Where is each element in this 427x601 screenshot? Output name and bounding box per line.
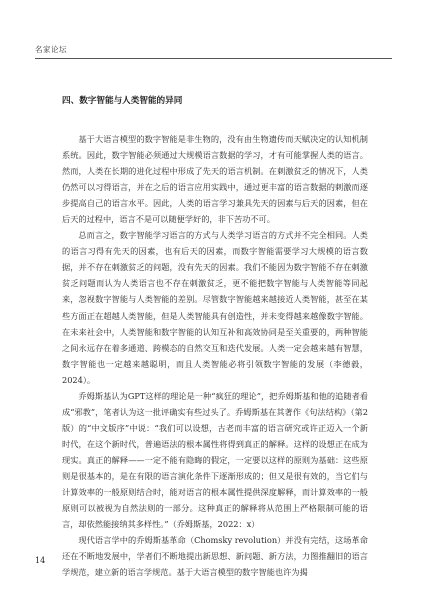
header-divider	[35, 58, 392, 59]
article-body	[62, 131, 368, 580]
running-header: 名家论坛	[35, 45, 67, 54]
section-title: 四、数字智能与人类智能的异同	[62, 96, 183, 106]
paragraph-2: 总而言之，数字智能学习语言的方式与人类学习语言的方式并不完全相同。人类的语言习得有先天的因素，也有后天的因素，而数字智能需要学习大规模的语言数据，并不存在刺激贫乏的问题，没有先天的因素。我们不能因为数字智能不存在刺激贫乏问题而认为人类语言也不存在刺激贫乏，更不能把数字智能与人类智能等同起来，忽视数字智能与人类智能的差别。尽管数字智能越来越接近人类智能，甚至在某些方面正在超越人类智能，但是人类智能具有创造性，并未变得越来越像数字智能。在未来社会中，人类智能和数字智能的认知互补和高效协同是至关重要的，两种智能之间永远存在着多通道、跨模态的自然交互和迭代发展。人类一定会越来越有智慧，数字智能也一定越来越聪明，而且人类智能必将引领数字智能的发展（李德毅，2024）。	[62, 230, 368, 385]
paragraph-4: 现代语言学中的乔姆斯基革命（Chomsky revolution）并没有完结，这场革命还在不断地发展中，学者们不断地提出新思想、新问题、新方法，力图推翻旧的语言学规范，建立新的语言学规范。基于大语言模型的数字智能也许为揭	[62, 535, 368, 578]
page-number: 14	[35, 556, 46, 565]
paragraph-1: 基于大语言模型的数字智能是非生物的，没有由生物遗传而天赋决定的认知机制系统。因此，数字智能必须通过大规模语言数据的学习，才有可能掌握人类的语言。然而，人类在长期的进化过程中形成了先天的语言机制。在刺激贫乏的情况下，人类仍然可以习得语言，并在之后的语言应用实践中，通过更丰富的语言数据的刺激而逐步提高自己的语言水平。因此，人类的语言学习兼具先天的因素与后天的因素，但在后天的过程中，语言不是可以随便学好的，非下苦功不可。	[62, 134, 368, 225]
paragraph-3: 乔姆斯基认为GPT这样的理论是一种“疯狂的理论”，把乔姆斯基和他的追随者看成“邪教”，笔者认为这一批评确实有些过头了。乔姆斯基在其著作《句法结构》（第2版）的“中文版序”中说：“我们可以设想，古老而丰富的语言研究或许正迈入一个新时代，在这个新时代，普遍语法的根本属性将得到真正的解释。这样的设想正在成为现实。真正的解释——一定不能有隐晦的假定，一定要以这样的原则为基础：这些原则是很基本的，是在有限的语言演化条件下逐渐形成的；但又是很有效的，当它们与计算效率的一般原则结合时，能对语言的根本属性提供深度解释，而计算效率的一般原则可以被视为自然法则的一部分。这种真正的解释将从范围上严格限制可能的语言，却依然能接纳其多样性。”（乔姆斯基，2022：x）	[62, 390, 368, 530]
